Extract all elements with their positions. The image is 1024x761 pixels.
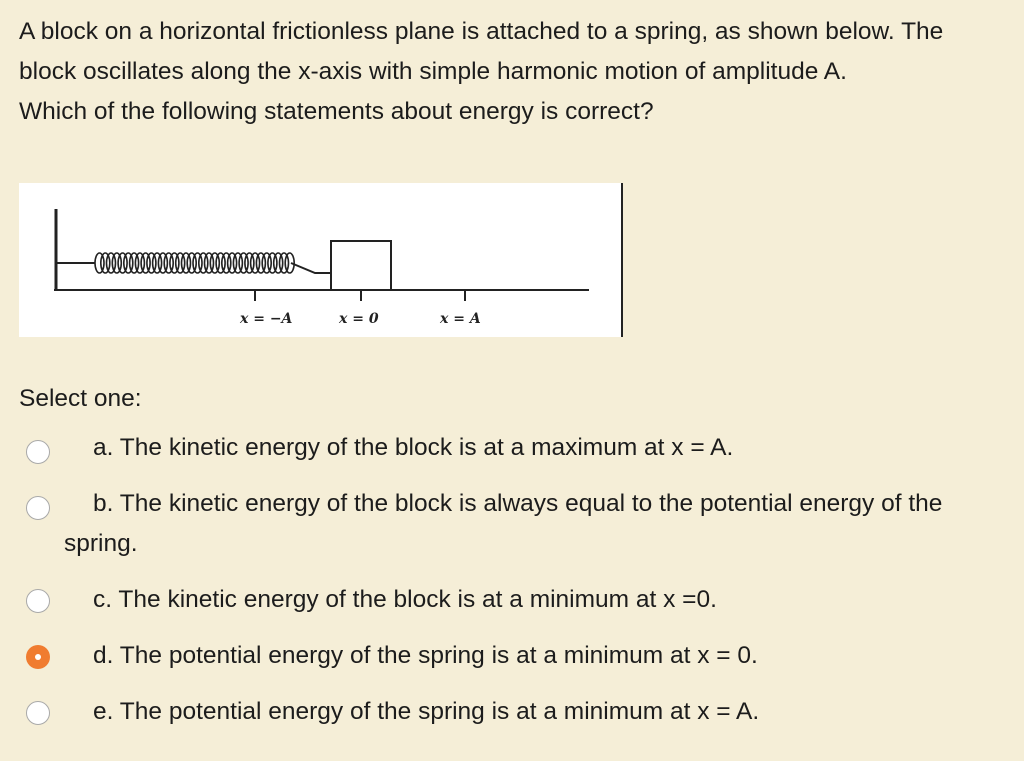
option-e-label: e. The potential energy of the spring is at a minimum at x = A. xyxy=(93,698,760,725)
spring-connector xyxy=(291,263,331,273)
radio-d[interactable] xyxy=(26,645,50,669)
option-d-label: d. The potential energy of the spring is at a minimum at x = 0. xyxy=(93,642,758,669)
block xyxy=(331,241,391,290)
label-pos-a: x = A xyxy=(440,311,481,327)
option-b-label: b. The kinetic energy of the block is always equal to the potential energy of the spring. xyxy=(64,490,943,557)
spring-block-figure xyxy=(19,183,623,337)
radio-e[interactable] xyxy=(26,701,50,725)
label-zero: x = 0 xyxy=(339,311,379,327)
option-a-label: a. The kinetic energy of the block is at a maximum at x = A. xyxy=(93,434,734,461)
spring xyxy=(95,253,294,273)
question-prompt: Which of the following statements about energy is correct? xyxy=(19,98,654,125)
option-c-label: c. The kinetic energy of the block is at a minimum at x =0. xyxy=(93,586,717,613)
radio-a[interactable] xyxy=(26,440,50,464)
radio-c[interactable] xyxy=(26,589,50,613)
question-intro: A block on a horizontal frictionless plane is attached to a spring, as shown below. The block oscillates along the x-axis with simple harmonic motion of amplitude A. xyxy=(19,18,944,85)
select-one-label: Select one: xyxy=(19,385,142,412)
radio-b[interactable] xyxy=(26,496,50,520)
question-text xyxy=(19,12,979,132)
label-neg-a: x = −A xyxy=(240,311,293,327)
